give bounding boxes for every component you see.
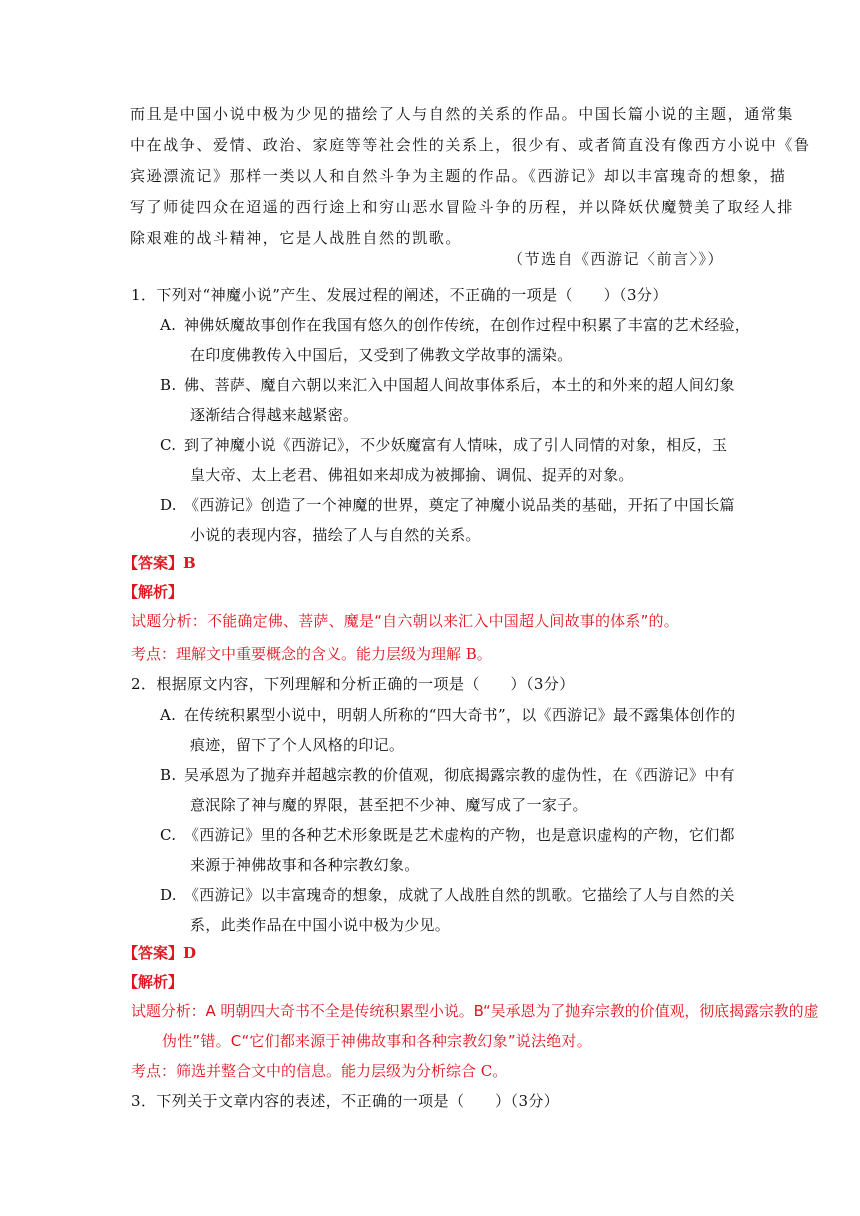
option-text-continued: 来源于神佛故事和各种宗教幻象。 bbox=[190, 856, 420, 874]
analysis-tag: 【解析】 bbox=[123, 973, 184, 991]
option-label: D. bbox=[160, 886, 177, 904]
option-text: 在传统积累型小说中，明朝人所称的“四大奇书”，以《西游记》最不露集体创作的 bbox=[184, 706, 736, 724]
option-label: B. bbox=[160, 376, 177, 394]
option-text-continued: 在印度佛教传入中国后，又受到了佛教文学故事的濡染。 bbox=[190, 346, 573, 364]
answer-line bbox=[123, 552, 196, 573]
passage-source: （节选自《西游记〈前言〉》） bbox=[507, 250, 724, 268]
passage-line: 写了师徒四众在迢遥的西行途上和穷山恶水冒险斗争的历程，并以降妖伏魔赞美了取经人排 bbox=[130, 198, 795, 216]
passage-line: 宾逊漂流记》那样一类以人和自然斗争为主题的作品。《西游记》却以丰富瑰奇的想象，描 bbox=[130, 167, 787, 185]
analysis-text: 试题分析：A 明朝四大奇书不全是传统积累型小说。B“吴承恩为了抛弃宗教的价值观，彻底揭露宗教的虚 bbox=[131, 1002, 819, 1020]
question-1-stem: 1．下列对“神魔小说”产生、发展过程的阐述，不正确的一项是（ ）（3分） bbox=[131, 286, 668, 304]
option-text: 神佛妖魔故事创作在我国有悠久的创作传统，在创作过程中积累了丰富的艺术经验， bbox=[184, 316, 751, 334]
question-1-option-a bbox=[160, 314, 750, 335]
question-2-option-b bbox=[160, 764, 735, 785]
answer-value: D bbox=[183, 944, 197, 962]
option-text: 《西游记》里的各种艺术形象既是艺术虚构的产物，也是意识虚构的产物，它们都 bbox=[184, 826, 735, 844]
answer-tag: 【答案】 bbox=[123, 554, 184, 572]
analysis-text: 试题分析：不能确定佛、菩萨、魔是“自六朝以来汇入中国超人间故事的体系”的。 bbox=[131, 612, 679, 630]
kaodian-text: 考点：理解文中重要概念的含义。能力层级为理解 B。 bbox=[131, 645, 492, 663]
question-2-option-d bbox=[160, 884, 735, 905]
option-text-continued: 皇大帝、太上老君、佛祖如来却成为被揶揄、调侃、捉弄的对象。 bbox=[190, 466, 634, 484]
question-1-option-d bbox=[160, 494, 735, 515]
question-1-option-b bbox=[160, 374, 735, 395]
question-2-option-c bbox=[160, 824, 735, 845]
passage-line: 而且是中国小说中极为少见的描绘了人与自然的关系的作品。中国长篇小说的主题，通常集 bbox=[130, 105, 795, 123]
analysis-tag: 【解析】 bbox=[123, 583, 184, 601]
kaodian-text: 考点：筛选并整合文中的信息。能力层级为分析综合 C。 bbox=[131, 1062, 508, 1080]
option-text: 《西游记》以丰富瑰奇的想象，成就了人战胜自然的凯歌。它描绘了人与自然的关 bbox=[184, 886, 735, 904]
answer-tag: 【答案】 bbox=[123, 944, 184, 962]
analysis-text-continued: 伪性”错。C“它们都来源于神佛故事和各种宗教幻象”说法绝对。 bbox=[162, 1032, 592, 1050]
option-text: 到了神魔小说《西游记》，不少妖魔富有人情味，成了引人同情的对象，相反，玉 bbox=[184, 436, 728, 454]
option-label: B. bbox=[160, 766, 177, 784]
option-text: 佛、菩萨、魔自六朝以来汇入中国超人间故事体系后，本土的和外来的超人间幻象 bbox=[184, 376, 735, 394]
question-2-option-a bbox=[160, 704, 735, 725]
question-2-stem: 2．根据原文内容，下列理解和分析正确的一项是（ ）（3分） bbox=[131, 675, 575, 693]
option-label: C. bbox=[160, 826, 177, 844]
option-text-continued: 系，此类作品在中国小说中极为少见。 bbox=[190, 916, 451, 934]
option-label: D. bbox=[160, 496, 177, 514]
option-text-continued: 痕迹，留下了个人风格的印记。 bbox=[190, 736, 405, 754]
option-label: A. bbox=[160, 316, 177, 334]
option-text-continued: 意泯除了神与魔的界限，甚至把不少神、魔写成了一家子。 bbox=[190, 796, 588, 814]
question-3-stem: 3．下列关于文章内容的表述，不正确的一项是（ ）（3分） bbox=[131, 1092, 560, 1110]
answer-line bbox=[123, 942, 196, 963]
option-label: C. bbox=[160, 436, 177, 454]
option-text-continued: 小说的表现内容，描绘了人与自然的关系。 bbox=[190, 526, 481, 544]
question-1-option-c bbox=[160, 434, 727, 455]
passage-line: 除艰难的战斗精神，它是人战胜自然的凯歌。 bbox=[130, 229, 463, 247]
passage-line: 中在战争、爱情、政治、家庭等等社会性的关系上，很少有、或者简直没有像西方小说中《鲁 bbox=[130, 136, 811, 154]
answer-value: B bbox=[183, 554, 196, 572]
option-text: 吴承恩为了抛弃并超越宗教的价值观，彻底揭露宗教的虚伪性，在《西游记》中有 bbox=[184, 766, 735, 784]
option-label: A. bbox=[160, 706, 177, 724]
option-text-continued: 逐渐结合得越来越紧密。 bbox=[190, 406, 359, 424]
option-text: 《西游记》创造了一个神魔的世界，奠定了神魔小说品类的基础，开拓了中国长篇 bbox=[184, 496, 735, 514]
